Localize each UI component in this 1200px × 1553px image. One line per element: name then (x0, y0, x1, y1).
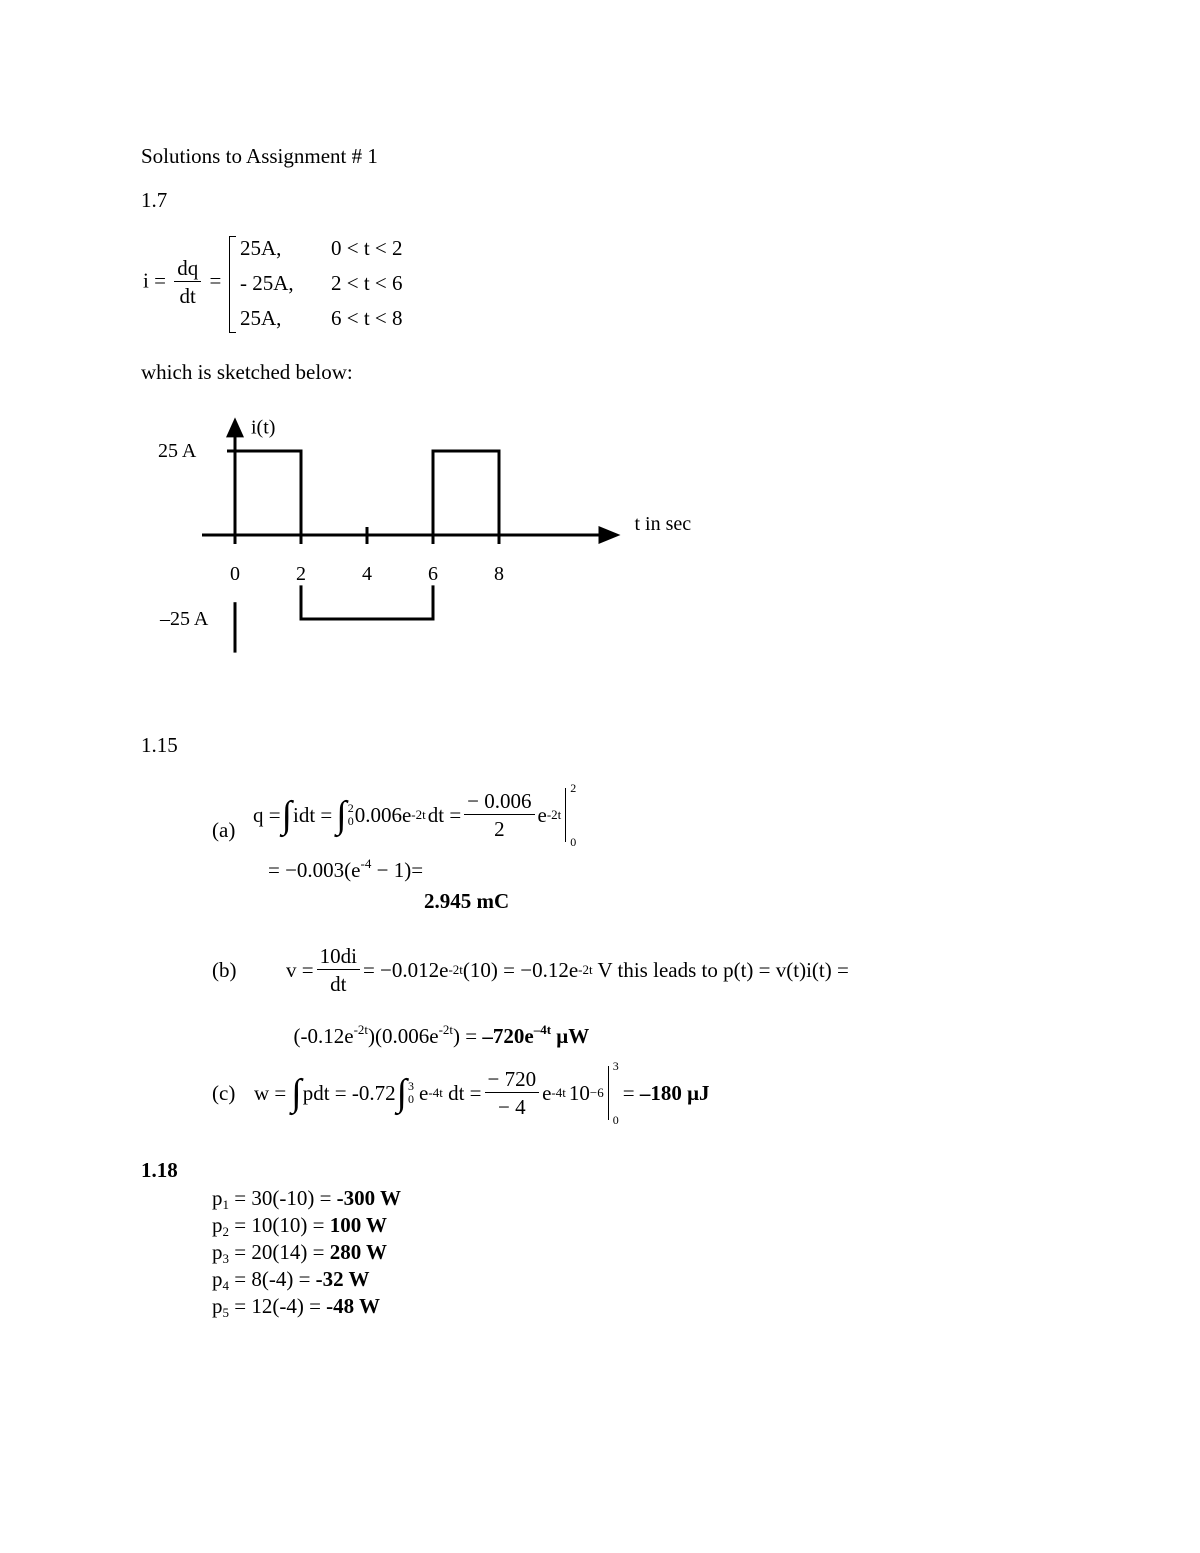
p-result: 280 W (329, 1240, 388, 1264)
case-range-3: 6 < t < 8 (331, 306, 403, 330)
case-range-1: 0 < t < 2 (331, 236, 403, 260)
case-value-3: 25A, (240, 306, 282, 330)
p-symbol: p (212, 1267, 223, 1291)
cases-bracket (229, 236, 236, 333)
v-eq: v = (286, 957, 314, 982)
evaluation-bar (608, 1059, 623, 1127)
p-result: -48 W (326, 1294, 381, 1318)
problem-label-1-18 (141, 1160, 178, 1181)
c-int1: pdt = -0.72 (302, 1080, 396, 1105)
p-result: -32 W (315, 1267, 370, 1291)
case-value-2: - 25A, (240, 271, 294, 295)
power-row-1 (212, 1186, 402, 1212)
b-p1: = −0.012e (362, 957, 449, 982)
limit-top: 3 (408, 1078, 415, 1093)
b-p2: (10) = −0.12e (462, 957, 579, 982)
p-result: 100 W (329, 1213, 388, 1237)
limit-top: 2 (347, 800, 354, 815)
part-a-label: (a) (212, 818, 236, 842)
q-eq: q = (253, 802, 281, 827)
int-idt: idt = (293, 802, 333, 827)
problem-label-1-15: 1.15 (141, 733, 178, 757)
part-a-result (424, 891, 509, 912)
waveform-negative-segment (301, 585, 433, 619)
p-expr: = 20(14) = (229, 1240, 330, 1264)
eval-bottom: 0 (612, 1113, 619, 1127)
lhs: i = (143, 268, 166, 293)
case-range-2: 2 < t < 6 (331, 271, 403, 295)
part-c-line: w = ∫ pdt = -0.72 ∫ 3 0 e -4t dt = $\frac{- 720}{- 4}$ e -4t 10 −6 3 0 = –180 μJ (254, 1059, 710, 1127)
p-sub: 1 (222, 1197, 229, 1212)
b2-unit: μW (551, 1024, 590, 1048)
b2-p3: ) = (453, 1024, 483, 1048)
limit-bottom: 0 (347, 814, 354, 828)
a-result-text: 2.945 mC (424, 889, 510, 913)
w-eq: w = (254, 1080, 287, 1105)
eval-top: 2 (570, 781, 577, 795)
power-row-4 (212, 1267, 370, 1293)
problem-label-1-7: 1.7 (141, 188, 168, 212)
fraction-num: 10di (317, 946, 360, 970)
c-e: e (419, 1080, 429, 1105)
p-symbol: p (212, 1294, 223, 1318)
current-waveform-chart (140, 405, 740, 675)
fraction-num: − 0.006 (464, 791, 534, 815)
a-line2-exp: -4 (360, 856, 372, 871)
integral-limits (348, 802, 354, 828)
b2-bold-exp: –4t (533, 1022, 552, 1037)
power-row-2 (212, 1213, 388, 1239)
c-result: –180 μJ (639, 1080, 710, 1105)
b2-p2: )(0.006e (368, 1024, 439, 1048)
eval-bottom: 0 (570, 835, 577, 849)
y-tick-label-neg: –25 A (160, 608, 209, 630)
p-sub: 2 (222, 1224, 229, 1239)
page-title: Solutions to Assignment # 1 (141, 144, 378, 168)
c-ten: 10 (568, 1080, 590, 1105)
power-row-5 (212, 1294, 381, 1320)
fraction-num: dq (174, 258, 201, 282)
fraction-c (485, 1066, 540, 1119)
a-line2-text: = −0.003(e (268, 858, 361, 882)
x-tick-label-8: 8 (494, 563, 504, 585)
equation-1-7 (143, 258, 221, 307)
x-axis-arrow (599, 526, 621, 544)
p-result: -300 W (336, 1186, 402, 1210)
part-c-label: (c) (212, 1081, 236, 1105)
y-axis-label: i(t) (251, 416, 276, 439)
power-row-3 (212, 1240, 388, 1266)
fraction-dq-dt (174, 258, 201, 307)
c-e2: e (542, 1080, 552, 1105)
fraction-den: 2 (494, 816, 505, 841)
fraction-den: − 4 (498, 1094, 526, 1119)
equals: = (209, 268, 222, 293)
y-axis-arrow (226, 417, 244, 437)
fraction-b (317, 943, 360, 996)
x-axis-label: t in sec (634, 513, 692, 535)
p-symbol: p (212, 1240, 223, 1264)
part-a-line1: q = ∫ idt = ∫ 2 0 0.006e -2t dt = $\frac{- 0.006}{2}$ e -2t 2 0 (253, 785, 580, 845)
b-p3: V this leads to p(t) = v(t)i(t) = (592, 957, 849, 982)
integrand: 0.006e (354, 802, 412, 827)
part-b-line2 (283, 1005, 589, 1047)
fraction-num: − 720 (485, 1069, 540, 1093)
b2-p1: (-0.12e (293, 1024, 354, 1048)
p-sub: 4 (222, 1278, 229, 1293)
a-line2-rest: − 1)= (371, 858, 424, 882)
fraction-a (464, 788, 534, 841)
e-term: e (537, 802, 547, 827)
integral-limits (408, 1080, 414, 1106)
x-tick-label-4: 4 (362, 563, 372, 585)
sketch-note: which is sketched below: (141, 360, 353, 384)
fraction-den: dt (179, 284, 196, 308)
x-tick-label-2: 2 (296, 563, 306, 585)
p-expr: = 12(-4) = (229, 1294, 327, 1318)
p-symbol: p (212, 1213, 223, 1237)
limit-bottom: 0 (408, 1092, 415, 1106)
label-1-18-text: 1.18 (141, 1158, 178, 1182)
y-tick-label-pos: 25 A (158, 440, 197, 462)
part-b-line1: v = $\frac{10di}{dt}$ = −0.012e -2t (10) = −0.12e -2t V this leads to p(t) = v(t)i(t) = (286, 943, 849, 996)
p-symbol: p (212, 1186, 223, 1210)
b2-exp1: -2t (353, 1022, 369, 1037)
p-expr: = 8(-4) = (229, 1267, 316, 1291)
part-a-line2 (268, 856, 424, 882)
x-tick-label-0: 0 (230, 563, 240, 585)
p-expr: = 10(10) = (229, 1213, 330, 1237)
evaluation-bar (565, 781, 580, 849)
c-dt: dt = (442, 1080, 482, 1105)
part-b-label: (b) (212, 958, 237, 982)
b2-exp2: -2t (438, 1022, 454, 1037)
p-sub: 5 (222, 1305, 229, 1320)
p-expr: = 30(-10) = (229, 1186, 337, 1210)
case-value-1: 25A, (240, 236, 282, 260)
p-sub: 3 (222, 1251, 229, 1266)
dt-eq: dt = (427, 802, 462, 827)
x-tick-label-6: 6 (428, 563, 438, 585)
b2-bold: –720e (482, 1024, 534, 1048)
waveform-positive-series (235, 451, 499, 535)
c-eq: = (622, 1080, 640, 1105)
eval-top: 3 (612, 1059, 619, 1073)
fraction-den: dt (330, 971, 347, 996)
